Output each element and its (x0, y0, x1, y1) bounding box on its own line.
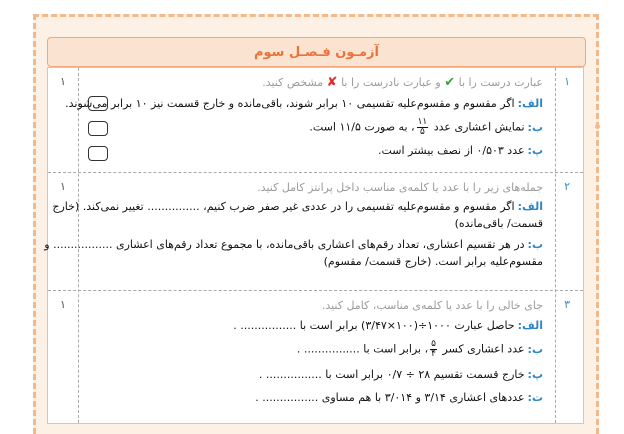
fraction: $\frac{۵}{۴}$ (431, 339, 436, 359)
question-number: ۳ (564, 298, 570, 311)
list-item: پ:خارج قسمت تقسیم ۲۸ ÷ ۰/۷ برابر است با ................ . (258, 368, 543, 381)
answer-checkbox[interactable] (88, 121, 108, 136)
question-number: ۱ (564, 75, 570, 88)
question-prompt: عبارت درست را با ✔ و عبارت نادرست را با ✘ مشخص کنید. (262, 75, 543, 90)
list-item-continuation: مقسوم‌علیه برابر است. (خارج قسمت/ مقسوم) (323, 255, 543, 268)
question-prompt: جای خالی را با عدد یا کلمه‌ی مناسب، کامل کنید. (321, 299, 543, 312)
list-item: ب:عدد اعشاری کسر $\frac{۵}{۴}$ ، برابر است با ................ . (296, 339, 543, 359)
exam-title: آزمـون فـصـل سوم (253, 44, 379, 60)
question-3 (83, 297, 543, 406)
questions-table (44, 67, 584, 424)
question-2 (44, 179, 543, 270)
answer-checkbox[interactable] (88, 96, 108, 111)
list-item: الف:اگر مقسوم و مقسوم‌علیه تقسیمی را در عددی غیر صفر ضرب کنیم، ............... تغییر نمی‌کند. (خارج (52, 200, 543, 213)
list-item: ت:عددهای اعشاری ۳/۱۴ و ۳/۰۱۴ با هم مساوی ................ . (255, 391, 543, 404)
list-item: الف:اگر مقسوم و مقسوم‌علیه تقسیمی ۱۰ برابر شوند، باقی‌مانده و خارج قسمت نیز ۱۰ برابر می‌شوند. (65, 97, 543, 110)
list-item: ب:نمایش اعشاری عدد $\frac{۱۱}{۵}$ ، به صورت ۱۱/۵ است. (309, 117, 543, 137)
check-mark-icon: ✔ (444, 75, 456, 90)
exam-title-box (47, 37, 586, 67)
question-number: ۲ (564, 180, 570, 193)
question-score: ۱ (60, 298, 66, 311)
worksheet-top-border (33, 14, 599, 18)
list-item-continuation: قسمت/ باقی‌مانده) (454, 217, 543, 230)
number-column-divider (555, 68, 556, 423)
question-score: ۱ (60, 75, 66, 88)
fraction: $\frac{۱۱}{۵}$ (417, 117, 428, 137)
question-prompt: جمله‌های زیر را با عدد یا کلمه‌ی مناسب داخل پرانتز کامل کنید. (257, 181, 543, 194)
list-item: الف:حاصل عبارت ۱۰۰۰÷(۱۰۰×۳/۴۷) برابر است با ................ . (233, 319, 543, 332)
list-item: ب:در هر تقسیم اعشاری، تعداد رقم‌های اعشاری باقی‌مانده، با مجموع تعداد رقم‌های اعشاری ................. و (44, 238, 543, 251)
x-mark-icon: ✘ (326, 75, 338, 90)
question-score: ۱ (60, 180, 66, 193)
row-divider (48, 172, 583, 173)
list-item: پ:عدد ۰/۵۰۳ از نصف بیشتر است. (377, 144, 543, 157)
row-divider (48, 290, 583, 291)
answer-checkbox[interactable] (88, 146, 108, 161)
question-1 (65, 74, 543, 159)
decorative-dot (595, 124, 600, 129)
